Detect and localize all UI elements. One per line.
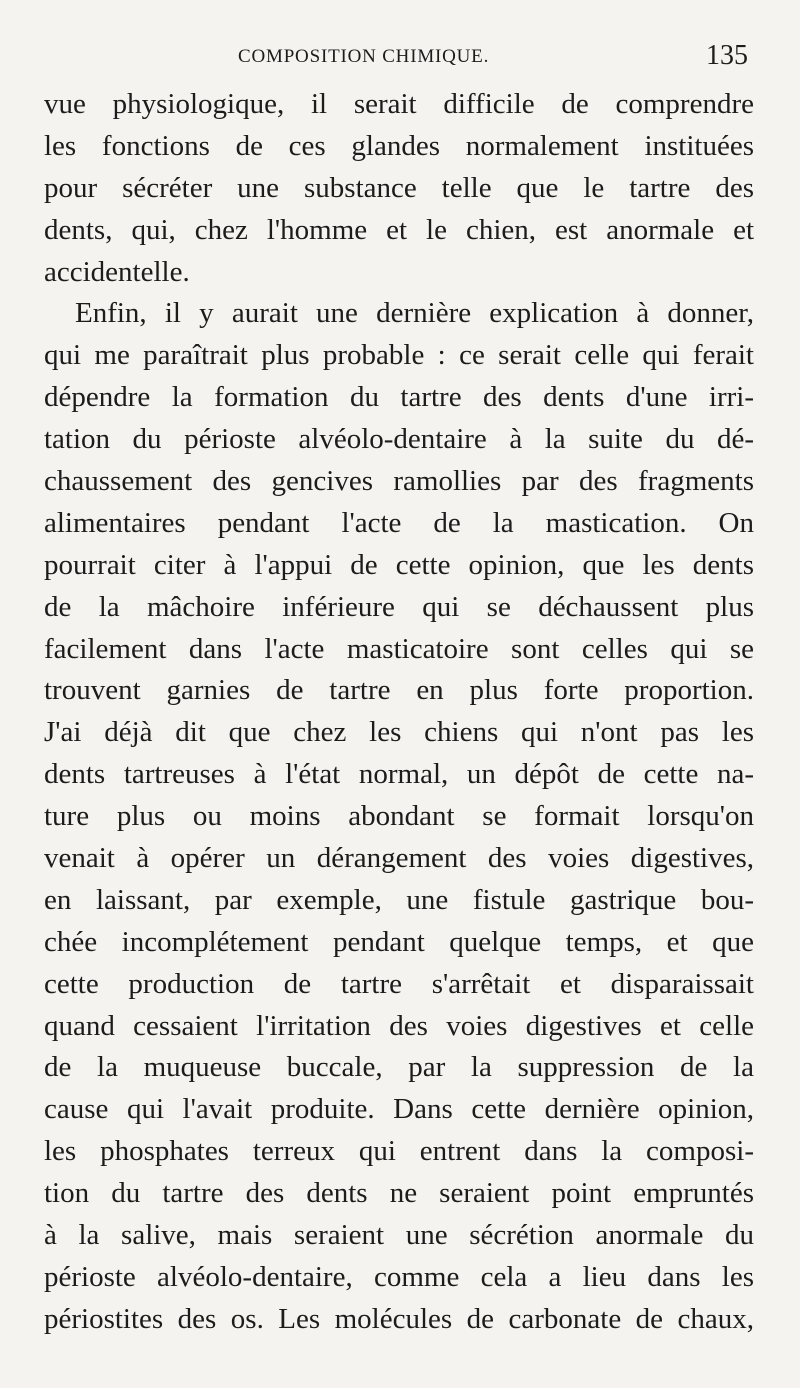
body-text [44,84,754,1341]
text-line: les fonctions de ces glandes normalement instituées [44,129,754,162]
text-line: en laissant, par exemple, une fistule gastrique bou- [44,883,754,916]
text-line: J'ai déjà dit que chez les chiens qui n'ont pas les [44,716,754,749]
text-line: cause qui l'avait produite. Dans cette dernière opinion, [44,1093,754,1126]
running-title: COMPOSITION CHIMIQUE. [238,46,490,67]
text-line: tion du tartre des dents ne seraient point empruntés [44,1177,754,1210]
text-line: tation du périoste alvéolo-dentaire à la suite du dé- [44,423,754,456]
text-line: de la muqueuse buccale, par la suppression de la [44,1051,754,1084]
text-line: pour sécréter une substance telle que le tartre des [44,171,754,204]
text-line: qui me paraîtrait plus probable : ce serait celle qui ferait [44,339,754,372]
text-line: périoste alvéolo-dentaire, comme cela a lieu dans les [44,1260,754,1293]
text-line: chée incomplétement pendant quelque temps, et que [44,925,754,958]
text-line: pourrait citer à l'appui de cette opinion, que les dents [44,548,754,581]
text-line: trouvent garnies de tartre en plus forte proportion. [44,674,754,707]
text-line: venait à opérer un dérangement des voies digestives, [44,842,754,875]
text-line: accidentelle. [44,255,190,288]
text-line: Enfin, il y aurait une dernière explication à donner, [75,297,754,330]
text-line: quand cessaient l'irritation des voies digestives et celle [44,1009,754,1042]
text-line: vue physiologique, il serait difficile de comprendre [44,88,754,120]
text-line: dents, qui, chez l'homme et le chien, est anormale et [44,213,754,246]
text-line: chaussement des gencives ramollies par des fragments [44,465,754,498]
text-line: les phosphates terreux qui entrent dans la composi- [44,1135,754,1168]
text-line: dents tartreuses à l'état normal, un dépôt de cette na- [44,758,754,791]
text-line: dépendre la formation du tartre des dents d'une irri- [44,381,754,414]
page-number: 135 [706,40,748,71]
running-head [0,40,800,74]
text-line: alimentaires pendant l'acte de la mastication. On [44,506,754,539]
text-line: de la mâchoire inférieure qui se déchaussent plus [44,590,754,623]
text-line: facilement dans l'acte masticatoire sont celles qui se [44,632,754,665]
text-line: ture plus ou moins abondant se formait lorsqu'on [44,800,754,833]
text-line: à la salive, mais seraient une sécrétion anormale du [44,1219,754,1252]
text-line: cette production de tartre s'arrêtait et disparaissait [44,967,754,1000]
text-line: périostites des os. Les molécules de carbonate de chaux, [44,1302,754,1335]
